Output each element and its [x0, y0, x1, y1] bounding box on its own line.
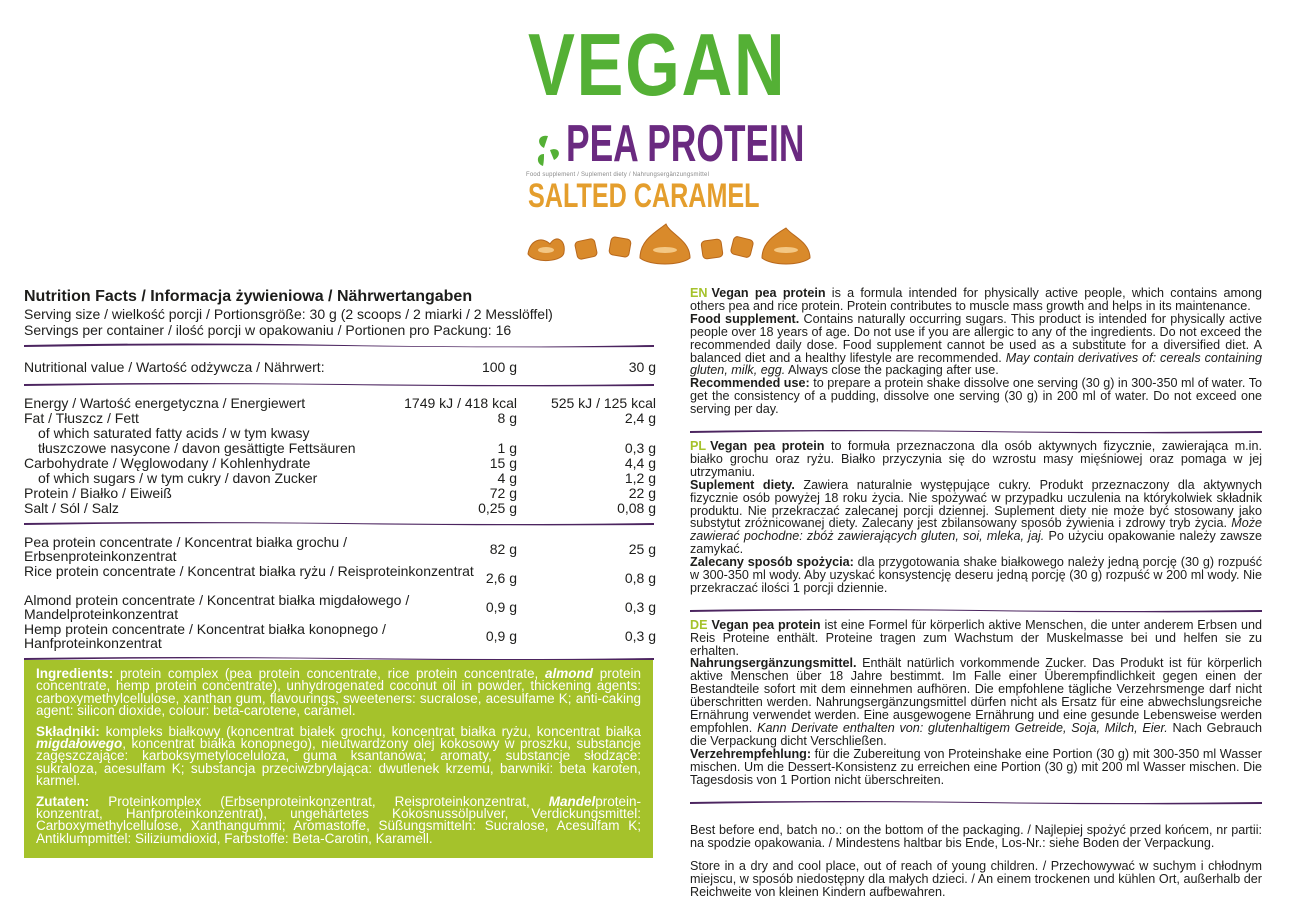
logo-vegan-text: VEGAN [528, 15, 787, 114]
ingredients-pl-text: kompleks białkowy (koncentrat białek grochu, koncentrat białka ryżu, koncentrat białka [99, 723, 641, 739]
table-row [24, 411, 664, 426]
use-text-en: to prepare a protein shake dissolve one serving (30 g) in 300-350 ml of water. To get the consistency of a pudding, dissolve one serving (30 g) in 200 ml of water. Do not exceed one serving per day. [690, 376, 1262, 417]
brush-divider [24, 342, 654, 348]
product-name-en: Vegan pea protein [711, 286, 826, 300]
table-row [24, 593, 664, 622]
value-100g: 1749 kJ / 418 kcal [404, 395, 517, 411]
serving-size: Serving size / wielkość porcji / Portionsgröße: 30 g (2 scoops / 2 miarki / 2 Messlöffel) [24, 306, 553, 322]
brush-divider [24, 381, 654, 387]
ingredients-pl-text-b: , koncentrat białka konopnego), nieutwardzony olej kokosowy w proszku, substancje zagęszczające: karboksymetyloceluloza, guma ksantanowa; aromaty, substancje słodzące: sukraloza, acesulfam K; substancja przeciwzbrylająca: dwutlenek krzemu, barwniki: beta karoten, karmel. [36, 736, 641, 789]
table-row [24, 622, 664, 651]
leaf-icon [534, 128, 564, 172]
composition-label: Rice protein concentrate / Koncentrat białka ryżu / Reisproteinkonzentrat [24, 563, 474, 579]
ingredients-de-text-b: protein-konzentrat, Hanfproteinkonzentrat), ungehärtetes Kokosnussölpulver, Verdickungsmittel: Carboxymethylcellulose, Xanthangummi; Aromastoffe, Süßungsmitteln: Sucralose, Acesulfam K; Antiklumpmittel: Siliziumdioxid, Farbstoffe: Beta-Carotin, Karamell. [36, 793, 641, 846]
brush-divider [690, 607, 1262, 613]
value-30g: 25 g [628, 541, 656, 557]
ingredients-de-text: Proteinkomplex (Erbsenproteinkonzentrat, Reisproteinkonzentrat, [89, 793, 549, 809]
nutrient-label: of which sugars / w tym cukry / davon Zucker [38, 470, 318, 486]
table-row [24, 441, 664, 456]
nutrient-label: Energy / Wartość energetyczna / Energiewert [24, 395, 306, 411]
logo-pea-protein-text: PEA PROTEIN [566, 115, 805, 173]
intro-pl: to formuła przeznaczona dla osób aktywnych fizycznie, zawierająca m.in. białko grochu oraz ryżu. Białko przyczynia się do wzrostu masy mięśniowej oraz pomaga w jej utrzymaniu. [690, 438, 1262, 479]
value-30g: 0,3 g [624, 599, 656, 615]
nutrient-label: Carbohydrate / Węglowodany / Kohlenhydrate [24, 455, 311, 471]
table-row [24, 456, 664, 471]
lang-code-en: EN [690, 286, 708, 300]
nutrient-label: of which saturated fatty acids / w tym kwasy [38, 425, 310, 441]
product-name-de: Vegan pea protein [711, 617, 821, 632]
ingredients-pl-allergen: migdałowego [36, 736, 123, 752]
table-row [24, 396, 664, 411]
nutrient-label: tłuszczowe nasycone / davon gesättigte Fettsäuren [38, 440, 356, 456]
nutrition-header-100g: 100 g [481, 359, 517, 375]
ingredients-en-label: Ingredients: [36, 666, 114, 681]
nutrient-label: Protein / Białko / Eiweiß [24, 485, 172, 501]
value-30g: 1,2 g [624, 470, 656, 486]
brush-divider [24, 520, 654, 526]
nutrition-title: Nutrition Facts / Informacja żywieniowa / Nährwertangaben [24, 288, 473, 305]
composition-label: Almond protein concentrate / Koncentrat białka migdałowego / Mandelproteinkonzentrat [24, 592, 410, 622]
table-row [24, 486, 664, 501]
brush-divider [690, 799, 1262, 805]
fs-tail-en: Always close the packaging after use. [785, 363, 999, 378]
nutrition-facts-section [24, 288, 664, 670]
caramel-candies-illustration [520, 210, 820, 270]
use-text-de: für die Zubereitung von Proteinshake eine Portion (30 g) mit 300-350 ml Wasser mischen. Um die Dessert-Konsistenz zu erreichen eine Portion (30 g) mit 200 ml Wasser mischen. Die Tagesdosis von 1 Portion nicht überschreiten. [690, 746, 1262, 787]
value-100g: 8 g [497, 410, 517, 426]
ingredients-de [36, 793, 641, 846]
use-label-de: Verzehrempfehlung: [690, 746, 812, 761]
value-30g: 0,3 g [624, 440, 656, 456]
ingredients-en-allergen: almond [545, 666, 594, 681]
nutrition-header-row [24, 357, 664, 377]
value-30g: 525 kJ / 125 kcal [550, 395, 656, 411]
logo-flavor-text: SALTED CARAMEL [528, 177, 760, 215]
table-row [24, 471, 664, 486]
value-100g: 2,6 g [485, 570, 517, 586]
ingredients-de-label: Zutaten: [36, 793, 90, 809]
table-row [24, 564, 664, 593]
storage-note: Store in a dry and cool place, out of reach of young children. / Przechowywać w suchym i chłodnym miejscu, w sposób niedostępny dla małych dzieci. / An einem trockenen und kühlen Ort, außerhalb der Reichweite von kleinen Kindern aufbewahren. [690, 859, 1262, 900]
use-text-pl: dla przygotowania shake białkowego należy jedną porcję (30 g) rozpuść w 300-350 ml wody. Aby uzyskać konsystencję deseru jedną porcję (30 g) rozpuść w 200 ml wody. Nie przekraczać ilości 1 porcji dziennie. [690, 555, 1263, 595]
table-row [24, 426, 664, 441]
nutrient-label: Fat / Tłuszcz / Fett [24, 410, 139, 426]
ingredients-pl-label: Składniki: [36, 723, 100, 739]
brush-divider [690, 428, 1262, 434]
value-30g: 22 g [628, 485, 656, 501]
allergen-note-pl: Może zawierać pochodne: zbóż zawierających gluten, soi, mleka, jaj. [690, 516, 1262, 544]
value-100g: 0,25 g [478, 500, 517, 516]
ingredients-pl [36, 723, 641, 789]
value-100g: 0,9 g [485, 628, 517, 644]
table-row [24, 535, 664, 564]
logo-supplement-note: Food supplement / Suplement diety / Nahrungsergänzungsmittel [526, 172, 710, 178]
ingredients-de-allergen: Mandel [548, 793, 596, 809]
best-before-note: Best before end, batch no.: on the bottom of the packaging. / Najlepiej spożyć przed końcem, nr partii: na spodzie opakowania. / Mindestens haltbar bis Ende, Los-Nr.: siehe Boden der Verpackung. [690, 823, 1262, 851]
value-100g: 1 g [497, 440, 517, 456]
fs-label-de: Nahrungsergänzungsmittel. [690, 656, 857, 671]
value-100g: 4 g [497, 470, 517, 486]
fs-tail-pl: Po użyciu opakowanie należy zawsze zamykać. [690, 529, 1262, 557]
product-name-pl: Vegan pea protein [710, 438, 825, 453]
nutrition-header-30g: 30 g [628, 359, 656, 375]
ingredients-en [36, 668, 641, 718]
composition-rows [24, 535, 664, 651]
composition-label: Hemp protein concentrate / Koncentrat białka konopnego / Hanfproteinkonzentrat [24, 621, 386, 651]
servings-per-container: Servings per container / ilość porcji w opakowaniu / Portionen pro Packung: 16 [24, 322, 512, 338]
fs-tail-de: Nach Gebrauch die Verpackung dicht Verschließen. [690, 721, 1262, 748]
value-100g: 0,9 g [485, 599, 517, 615]
lang-code-de: DE [690, 617, 708, 632]
product-logo [520, 10, 820, 270]
fs-label-en: Food supplement. [690, 311, 800, 326]
nutrition-rows [24, 396, 664, 516]
description-pl [690, 440, 1262, 595]
value-100g: 15 g [489, 455, 517, 471]
ingredients-en-text-b: protein concentrate, hemp protein concentrate), unhydrogenated coconut oil in powder, thickening agents: carboxymethylcellulose, xanthan gum, flavourings, sweeteners: sucralose, acesulfame K; anti-caking agent: silicon dioxide, colour: beta-carotene, caramel. [36, 666, 641, 719]
fs-text-en: Contains naturally occurring sugars. This product is intended for physically active people over 18 years of age. Do not use if you are allergic to any of the ingredients. Do not exceed the recommended daily dose. Food supplement cannot be used as a substitute for a diversified diet. A balanced diet and a healthy lifestyle are recommended. [690, 311, 1262, 365]
ingredients-en-text: protein complex (pea protein concentrate, rice protein concentrate, [113, 666, 545, 681]
description-de [690, 619, 1262, 787]
value-100g: 82 g [489, 541, 517, 557]
description-column [690, 287, 1262, 899]
use-label-pl: Zalecany sposób spożycia: [690, 555, 854, 570]
description-en [690, 287, 1262, 416]
ingredients-panel [24, 660, 653, 858]
lang-code-pl: PL [690, 438, 707, 453]
composition-label: Pea protein concentrate / Koncentrat białka grochu / Erbsenproteinkonzentrat [24, 534, 347, 564]
intro-en: is a formula intended for physically active people, which contains among others pea and rice protein. Protein contributes to muscle mass growth and helps in its maintenance. [690, 286, 1262, 313]
value-30g: 0,08 g [617, 500, 656, 516]
value-30g: 2,4 g [624, 410, 656, 426]
value-30g: 0,3 g [624, 628, 656, 644]
nutrition-header-label: Nutritional value / Wartość odżywcza / Nährwert: [24, 359, 325, 375]
table-row [24, 501, 664, 516]
fs-text-pl: Zawiera naturalnie występujące cukry. Produkt przeznaczony dla aktywnych fizycznie osób powyżej 18 roku życia. Nie spożywać w przypadku uczulenia na którykolwiek składnik produktu. Nie przekraczać zalecanej porcji dziennej. Suplement diety nie może być stosowany jako substytut zróżnicowanej diety. Zalecany jest zbilansowany sposób żywienia i zdrowy tryb życia. [690, 477, 1262, 531]
value-100g: 72 g [489, 485, 517, 501]
value-30g: 4,4 g [624, 455, 656, 471]
allergen-note-en: May contain derivatives of: cereals containing gluten, milk, egg. [690, 350, 1262, 378]
allergen-note-de: Kann Derivate enthalten von: glutenhaltigem Getreide, Soja, Milch, Eier. [757, 721, 1168, 735]
intro-de: ist eine Formel für körperlich aktive Menschen, die unter anderem Erbsen und Reis Proteine enthält. Proteine tragen zum Wachstum der Muskelmasse bei und helfen sie zu erhalten. [690, 617, 1262, 658]
fs-text-de: Enthält natürlich vorkommende Zucker. Das Produkt ist für körperlich aktive Menschen über 18 Jahre bestimmt. Im Falle einer Überempfindlichkeit gegen einen der Bestandteile sofort mit dem einnehmen aufhören. Die empfohlene tägliche Verzehrsmenge darf nicht überschritten werden. Nahrungsergänzungsmittel dürfen nicht als Ersatz für eine abwechslungsreiche Ernährung verwendet werden. Eine ausgewogene Ernährung und eine gesunde Lebensweise werden empfohlen. [690, 656, 1262, 735]
fs-label-pl: Suplement diety. [690, 477, 795, 492]
nutrient-label: Salt / Sól / Salz [24, 500, 119, 516]
use-label-en: Recommended use: [690, 376, 810, 391]
value-30g: 0,8 g [624, 570, 656, 586]
